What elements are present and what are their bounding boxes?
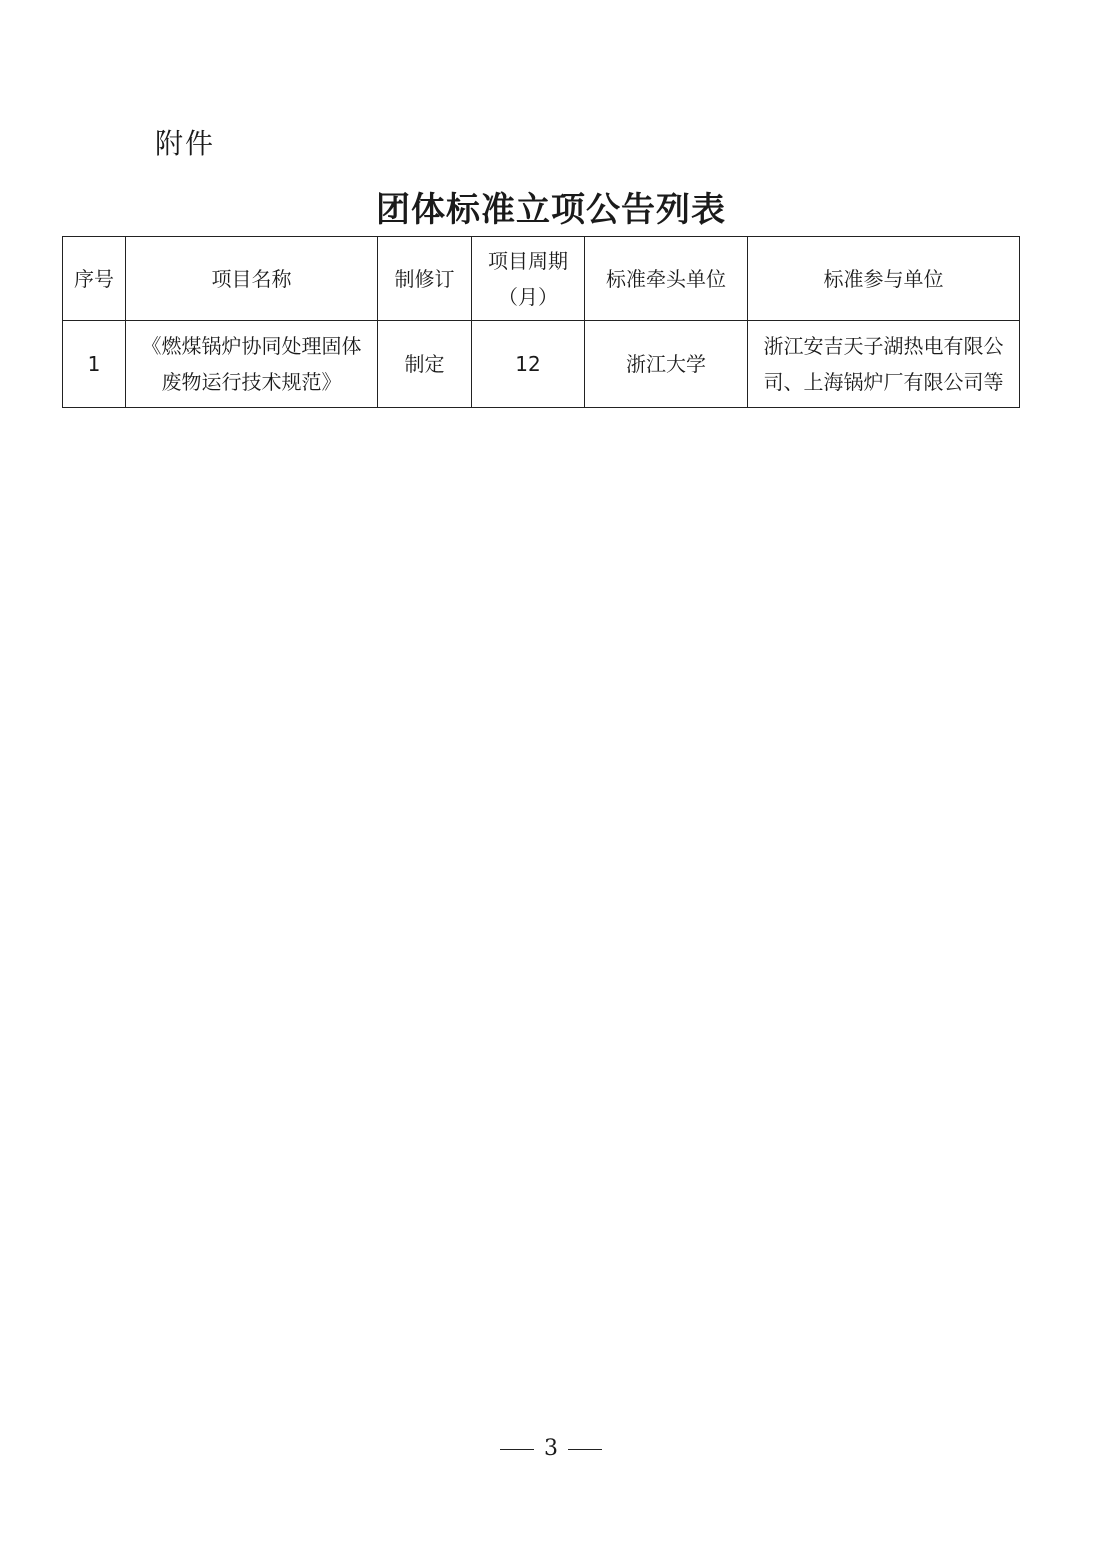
page-title: 团体标准立项公告列表: [376, 190, 726, 230]
header-lead: 标准牵头单位: [585, 237, 748, 321]
header-period: [472, 237, 585, 321]
cell-name: [126, 321, 378, 408]
header-period-line2: （月）: [498, 284, 558, 309]
footer-dash-left: [500, 1449, 534, 1450]
cell-index: 1: [63, 321, 126, 408]
header-type: 制修订: [378, 237, 472, 321]
header-period-line1: 项目周期: [488, 248, 568, 273]
cell-type: 制定: [378, 321, 472, 408]
cell-name-line1: 《燃煤锅炉协同处理固体: [141, 334, 362, 358]
header-participants: 标准参与单位: [748, 237, 1020, 321]
footer-dash-right: [568, 1449, 602, 1450]
cell-lead: 浙江大学: [585, 321, 748, 408]
page-number: 3: [544, 1436, 558, 1461]
cell-period: 12: [472, 321, 585, 408]
table-row: [63, 321, 1020, 408]
cell-participants: [748, 321, 1020, 408]
attachment-label: 附件: [155, 127, 216, 160]
project-table: [62, 236, 1020, 408]
page-footer: [0, 1436, 1102, 1461]
cell-participants-line1: 浙江安吉天子湖热电有限公: [763, 334, 1004, 358]
table-header-row: [63, 237, 1020, 321]
cell-participants-line2: 司、上海锅炉厂有限公司等: [763, 370, 1004, 394]
header-name: 项目名称: [126, 237, 378, 321]
header-index: 序号: [63, 237, 126, 321]
cell-name-line2: 废物运行技术规范》: [161, 370, 342, 394]
